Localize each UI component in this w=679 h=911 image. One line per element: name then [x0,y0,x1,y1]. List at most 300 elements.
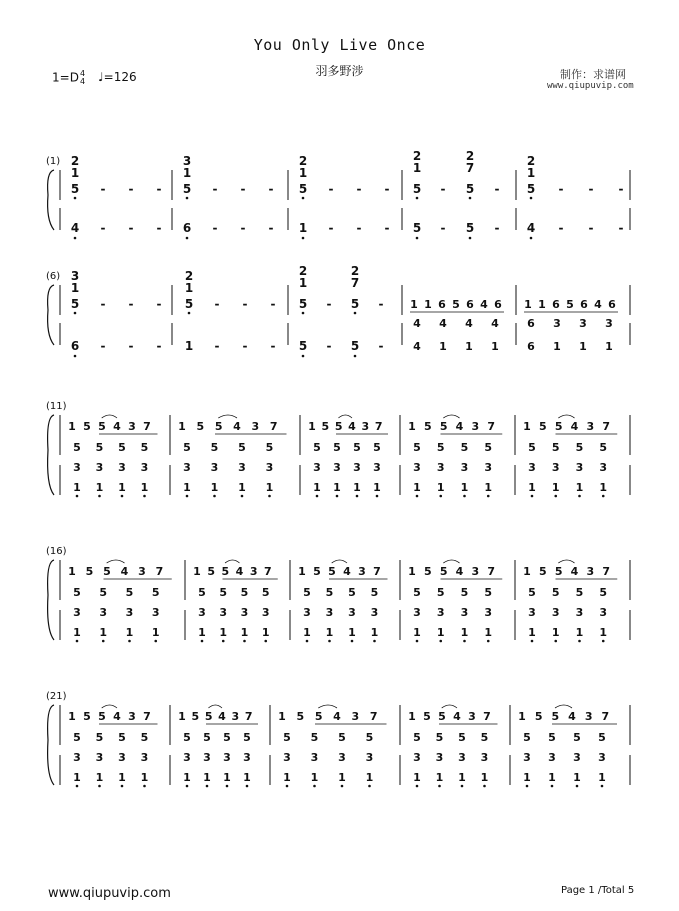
note: 4 [570,565,579,578]
note: 5 [465,182,475,196]
note: 4 [70,221,80,235]
note: 3 [361,420,370,433]
note: 1 [408,710,416,723]
octave-dot [438,785,441,788]
note: 4 [570,420,579,433]
octave-dot [602,495,605,498]
note: 5 [334,420,343,433]
note: 1 [605,340,613,353]
note: 5 [118,441,126,454]
dash: - [494,182,500,196]
note: 5 [95,731,104,744]
note: 4 [333,710,341,723]
note: 5 [314,710,323,723]
note: 1 [70,281,80,295]
note: 5 [298,297,308,311]
octave-dot [469,237,472,240]
note: 3 [338,751,346,764]
note: 3 [575,461,584,474]
note: 5 [370,586,379,599]
note: 3 [210,461,219,474]
note: 1 [73,626,81,639]
note: 3 [460,606,469,619]
note: 1 [523,420,531,433]
dash: - [270,339,276,353]
note: 3 [219,606,228,619]
note: 1 [573,771,581,784]
note: 5 [321,420,330,433]
note: 4 [453,710,461,723]
note: 3 [471,565,480,578]
note: 1 [553,340,561,353]
dash: - [100,221,106,235]
note: 1 [491,340,499,353]
note: 5 [196,420,205,433]
dash: - [378,297,384,311]
note: 1 [310,771,319,784]
note: 1 [193,565,201,578]
composer: 羽多野涉 [315,64,364,78]
octave-dot [98,785,101,788]
note: 4 [113,710,121,723]
octave-dot [286,785,289,788]
note: 1 [373,481,381,494]
dash: - [128,221,134,235]
note: 1 [579,340,587,353]
note: 5 [528,441,536,454]
note: 3 [70,269,80,283]
note: 1 [413,771,421,784]
octave-dot [487,640,490,643]
octave-dot [483,785,486,788]
octave-dot [121,495,124,498]
note: 5 [207,565,215,578]
note: 2 [526,154,536,168]
dash: - [212,182,218,196]
note: 3 [471,420,480,433]
note: 3 [140,461,149,474]
note: 3 [573,751,581,764]
note: 3 [118,751,126,764]
song-title: You Only Live Once [253,36,426,54]
note: 7 [264,565,272,578]
note: 3 [95,751,104,764]
note: 5 [348,586,356,599]
note: 7 [487,420,495,433]
slur [443,560,459,563]
note: 1 [480,771,489,784]
note: 5 [210,441,219,454]
note: 1 [528,626,536,639]
note: 4 [480,298,488,311]
note: 5 [534,710,543,723]
note: 3 [528,606,536,619]
dash: - [270,297,276,311]
note: 5 [265,441,274,454]
note: 4 [120,565,129,578]
note: 5 [328,565,336,578]
note: 1 [238,481,246,494]
note: 5 [353,441,361,454]
note: 3 [183,461,191,474]
octave-dot [264,640,267,643]
measure-number: (6) [46,271,61,282]
note: 5 [184,297,194,311]
dash: - [494,221,500,235]
note: 3 [118,461,126,474]
note: 5 [413,441,421,454]
note: 3 [73,461,81,474]
note: 5 [73,586,81,599]
note: 4 [348,420,356,433]
dash: - [128,339,134,353]
note: 1 [551,626,560,639]
note: 4 [455,565,464,578]
dash: - [326,339,332,353]
note: 1 [261,626,270,639]
note: 1 [599,626,608,639]
note: 5 [412,182,422,196]
note: 4 [491,317,499,330]
note: 1 [99,626,108,639]
note: 3 [460,461,469,474]
note: 4 [594,298,602,311]
note: 1 [408,420,416,433]
note: 3 [365,751,374,764]
time-bottom: 4 [79,77,86,86]
note: 1 [182,166,192,180]
note: 5 [203,731,211,744]
slur [558,560,574,563]
dash: - [356,221,362,235]
note: 3 [151,606,160,619]
note: 5 [296,710,305,723]
octave-dot [463,640,466,643]
note: 1 [265,481,274,494]
brace-icon [48,560,54,640]
note: 1 [151,626,160,639]
note: 7 [269,420,278,433]
dash: - [242,339,248,353]
note: 1 [283,771,291,784]
octave-dot [463,495,466,498]
octave-dot [328,640,331,643]
note: 7 [465,161,475,175]
dash: - [378,339,384,353]
note: 3 [249,565,258,578]
octave-dot [268,495,271,498]
note: 5 [484,441,493,454]
note: 5 [70,297,80,311]
note: 5 [283,731,291,744]
note: 5 [310,731,319,744]
note: 5 [350,297,360,311]
note: 1 [118,771,126,784]
octave-dot [531,640,534,643]
octave-dot [531,495,534,498]
note: 3 [261,606,270,619]
note: 3 [203,751,211,764]
note: 5 [566,298,574,311]
note: 3 [413,606,421,619]
octave-dot [206,785,209,788]
note: 5 [243,731,251,744]
note: 3 [128,710,136,723]
note: 3 [551,606,560,619]
note: 5 [554,420,563,433]
note: 1 [484,481,493,494]
octave-dot [226,785,229,788]
octave-dot [74,312,77,315]
octave-dot [336,495,339,498]
note: 1 [333,481,341,494]
dash: - [214,339,220,353]
note: 1 [370,626,379,639]
note: 1 [412,161,422,175]
note: 5 [439,565,448,578]
note: 3 [325,606,334,619]
note: 3 [436,606,445,619]
note: 2 [298,264,308,278]
note: 3 [586,565,595,578]
note: 3 [435,751,444,764]
note: 1 [523,565,531,578]
octave-dot [213,495,216,498]
measure-number: (11) [46,401,67,412]
octave-dot [302,237,305,240]
note: 3 [128,420,136,433]
note: 5 [198,586,206,599]
note: 1 [298,276,308,290]
note: 5 [183,731,191,744]
octave-dot [554,640,557,643]
octave-dot [186,785,189,788]
measure-number: (16) [46,546,67,557]
note: 1 [526,166,536,180]
footer-site[interactable]: www.qiupuvip.com [48,886,171,901]
note: 1 [183,771,191,784]
note: 3 [73,751,81,764]
octave-dot [551,785,554,788]
note: 4 [413,340,421,353]
tempo-value: =126 [103,70,137,84]
note: 5 [73,731,81,744]
dash: - [558,182,564,196]
note: 1 [365,771,374,784]
page-indicator: Page 1 /Total 5 [561,885,635,896]
note: 1 [460,481,469,494]
note: 1 [70,166,80,180]
octave-dot [143,495,146,498]
note: 5 [238,441,246,454]
note: 3 [125,606,134,619]
octave-dot [554,495,557,498]
dash: - [268,221,274,235]
slur [442,705,457,708]
note: 3 [353,461,361,474]
note: 1 [73,481,81,494]
octave-dot [416,237,419,240]
octave-dot [416,197,419,200]
note: 5 [423,710,431,723]
dash: - [128,182,134,196]
note: 3 [73,606,81,619]
note: 4 [343,565,351,578]
note: 6 [608,298,616,311]
dash: - [440,182,446,196]
octave-dot [241,495,244,498]
octave-dot [186,237,189,240]
note: 5 [523,731,531,744]
note: 3 [599,606,608,619]
note: 1 [140,771,149,784]
note: 5 [303,586,311,599]
note: 5 [598,731,606,744]
note: 1 [528,481,536,494]
note: 5 [460,441,469,454]
note: 3 [480,751,489,764]
note: 5 [313,565,321,578]
note: 5 [125,586,134,599]
octave-dot [602,640,605,643]
octave-dot [368,785,371,788]
note: 4 [218,710,226,723]
note: 3 [138,565,146,578]
note: 6 [494,298,502,311]
dash: - [440,221,446,235]
note: 1 [465,340,473,353]
note: 3 [413,461,421,474]
note: 5 [221,565,230,578]
octave-dot [201,640,204,643]
note: 3 [238,461,246,474]
note: 3 [251,420,260,433]
note: 1 [518,710,526,723]
octave-dot [530,237,533,240]
note: 5 [204,710,213,723]
dash: - [328,182,334,196]
octave-dot [76,640,79,643]
note: 1 [184,339,194,353]
note: 5 [98,420,106,433]
note: 4 [465,317,473,330]
octave-dot [601,785,604,788]
slur [558,415,574,418]
dash: - [100,297,106,311]
note: 3 [551,461,560,474]
note: 5 [539,420,547,433]
note: 6 [580,298,588,311]
dash: - [100,182,106,196]
dash: - [156,297,162,311]
note: 3 [231,710,240,723]
note: 5 [599,586,608,599]
note: 5 [551,710,560,723]
note: 1 [598,771,606,784]
note: 5 [573,731,581,744]
note: 1 [308,420,316,433]
note: 7 [483,710,491,723]
note: 7 [602,420,610,433]
octave-dot [243,640,246,643]
note: 5 [338,731,346,744]
octave-dot [373,640,376,643]
note: 1 [413,481,421,494]
note: 1 [599,481,608,494]
note: 5 [460,586,469,599]
octave-dot [416,640,419,643]
note: 1 [458,771,466,784]
note: 5 [140,441,149,454]
note: 1 [524,298,532,311]
note: 7 [143,420,151,433]
note: 2 [412,149,422,163]
note: 1 [435,771,444,784]
note: 5 [554,565,563,578]
slur [332,560,347,563]
note: 4 [455,420,464,433]
note: 5 [412,221,422,235]
dash: - [240,182,246,196]
note: 3 [413,751,421,764]
note: 3 [528,461,536,474]
note: 1 [575,481,584,494]
note: 1 [178,420,186,433]
note: 7 [244,710,253,723]
note: 6 [527,317,535,330]
time-top: 4 [79,69,86,78]
note: 3 [579,317,587,330]
note: 5 [526,182,536,196]
octave-dot [439,640,442,643]
note: 5 [438,710,446,723]
note: 6 [466,298,474,311]
note: 4 [526,221,536,235]
octave-dot [246,785,249,788]
note: 7 [601,710,610,723]
note: 1 [68,420,76,433]
dash: - [156,221,162,235]
slur [318,705,337,708]
note: 1 [240,626,249,639]
octave-dot [526,785,529,788]
note: 1 [203,771,211,784]
note: 3 [468,710,476,723]
octave-dot [578,495,581,498]
note: 5 [551,441,560,454]
dash: - [384,182,390,196]
octave-dot [316,495,319,498]
brace-icon [48,285,54,345]
note: 4 [568,710,576,723]
octave-dot [469,197,472,200]
note: 5 [85,565,94,578]
note: 4 [233,420,241,433]
note: 4 [413,317,421,330]
note: 1 [548,771,556,784]
dash: - [128,297,134,311]
note: 1 [298,221,308,235]
note: 1 [575,626,584,639]
note: 5 [365,731,374,744]
note: 1 [413,626,421,639]
octave-dot [102,640,105,643]
note: 1 [184,281,194,295]
note: 1 [95,771,104,784]
dash: - [326,297,332,311]
note: 7 [143,710,151,723]
note: 5 [350,339,360,353]
